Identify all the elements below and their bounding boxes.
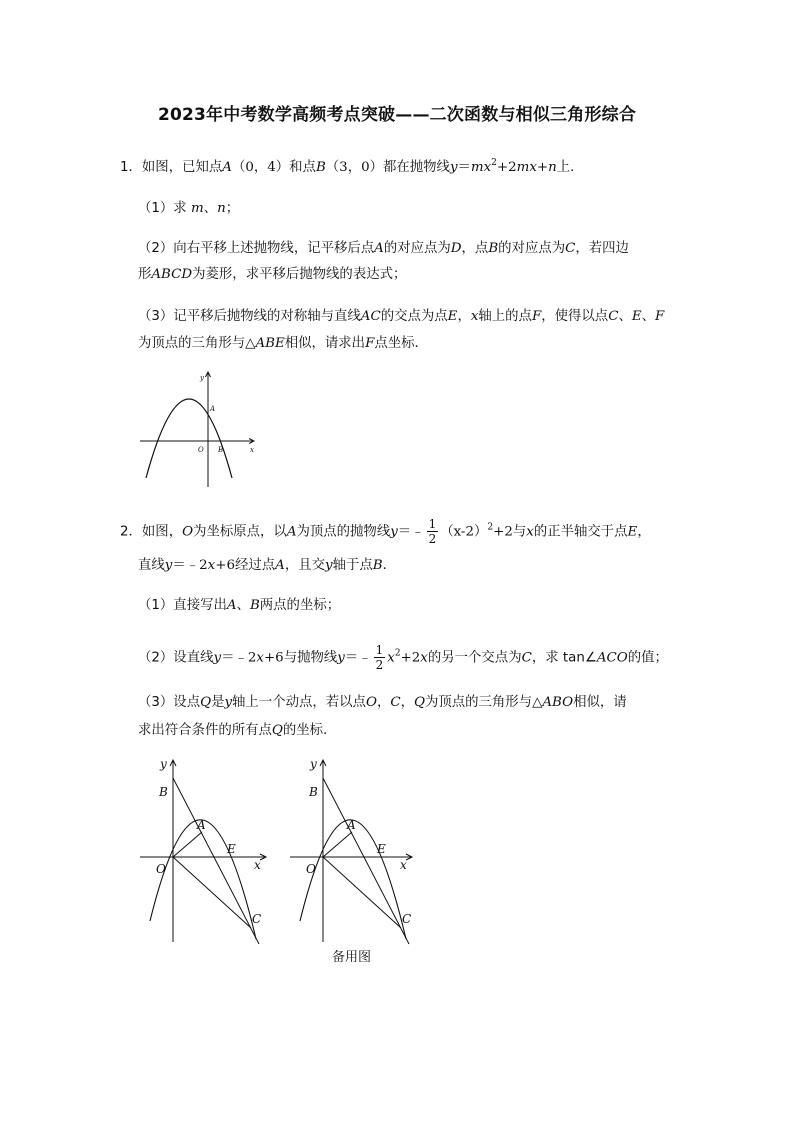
q2-part3-line1: （3）设点Q是y轴上一个动点，若以点O，C，Q为顶点的三角形与△ABO相似，请 [138, 695, 627, 710]
y-axis-label: y [310, 757, 317, 771]
point-e-label: E [227, 842, 236, 856]
y-axis-label: y [160, 757, 167, 771]
line-bc [173, 778, 262, 944]
point-b-label: B [218, 446, 224, 454]
segment-oc [323, 857, 401, 928]
x-axis-label: x [400, 858, 407, 872]
point-a-label: A [347, 818, 356, 832]
point-b-label: B [309, 785, 318, 799]
q2-figure-main [138, 756, 268, 946]
point-c-label: C [252, 912, 262, 926]
line-bc [323, 778, 412, 944]
q1-part3-line1: （3）记平移后抛物线的对称轴与直线AC的交点为点E，x轴上的点F，使得以点C、E、F [138, 309, 665, 324]
q1-part3-line2: 为顶点的三角形与△ABE相似，请求出F点坐标． [138, 336, 428, 351]
q2-part3-line2: 求出符合条件的所有点Q的坐标． [138, 723, 337, 738]
parabola [150, 820, 256, 939]
origin-label: O [156, 862, 166, 876]
q2-stem: 2．如图，O为坐标原点，以A为顶点的抛物线y＝﹣ $\frac{1}{2}$ $(x-2)^2+2$与x的正半轴交于点E， [120, 517, 651, 546]
point-a-label: A [197, 818, 206, 832]
y-axis-label: y [200, 374, 204, 382]
x-axis-label: x [254, 858, 261, 872]
origin-label: O [306, 862, 316, 876]
q2-figure-spare [288, 756, 418, 946]
q1-stem: 1．如图，已知点A（0，4）和点B（3，0）都在抛物线$y=mx^2+2mx+n$上． [120, 158, 584, 175]
fraction-one-half: $\frac{1}{2}$ [428, 517, 437, 546]
x-axis-label: x [250, 446, 254, 454]
q2-part2: （2）设直线y＝﹣2x+6与抛物线y＝﹣ $\frac{1}{2}$ $x^2+2x$的另一个交点为C，求 tan∠ACO的值； [138, 643, 668, 672]
point-b-label: B [159, 785, 168, 799]
point-c-label: C [402, 912, 412, 926]
q1-part1: （1）求 m、n； [138, 201, 240, 216]
segment-oa [173, 832, 202, 857]
segment-oa [323, 832, 352, 857]
q2-part1: （1）直接写出A、B两点的坐标； [138, 598, 341, 613]
q2-stem-line2: 直线y＝﹣2x+6经过点A，且交y轴于点B． [138, 558, 396, 573]
point-e-label: E [377, 842, 386, 856]
q1-part2-line1: （2）向右平移上述抛物线，记平移后点A的对应点为D，点B的对应点为C，若四边 [138, 241, 629, 256]
spare-figure-caption: 备用图 [332, 950, 372, 965]
origin-label: O [198, 446, 204, 454]
point-a-label: A [210, 405, 216, 413]
parabola [146, 399, 232, 478]
parabola [300, 820, 406, 939]
q1-figure [136, 368, 266, 493]
fraction-one-half-2: $\frac{1}{2}$ [375, 643, 384, 672]
q1-part2-line2: 形ABCD为菱形，求平移后抛物线的表达式； [138, 267, 407, 282]
page-title: 2023年中考数学高频考点突破——二次函数与相似三角形综合 [157, 105, 637, 125]
segment-oc [173, 857, 251, 928]
